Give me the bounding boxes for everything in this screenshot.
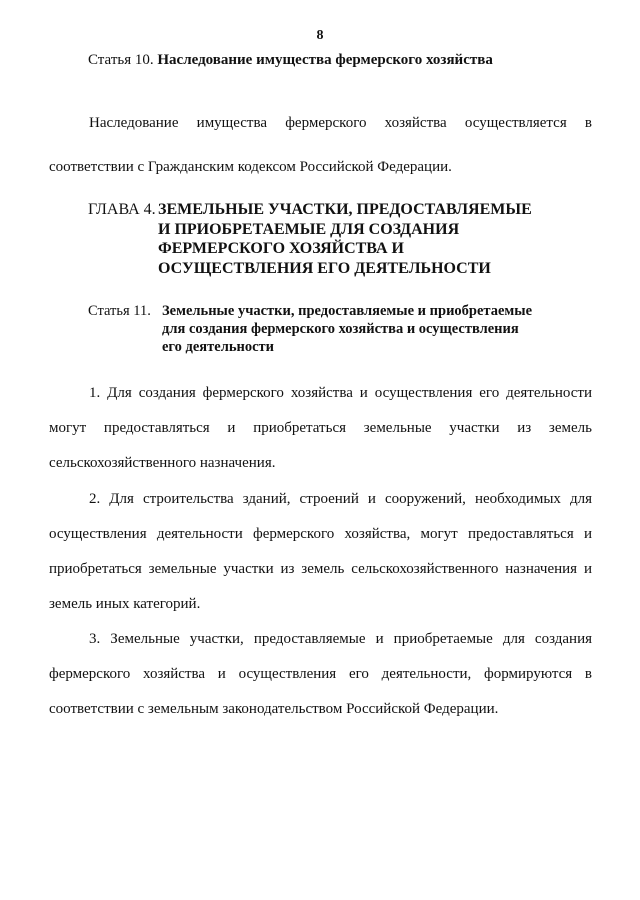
article-10-body [49, 101, 592, 189]
article-10-body-line-1: Наследование имущества фермерского хозяйства осуществляется в [89, 115, 592, 131]
paragraph-line: могут предоставляться и приобретаться земельные участки из земель [49, 420, 592, 436]
paragraph-line: 2. Для строительства зданий, строений и сооружений, необходимых для [89, 491, 592, 507]
article-10-title: Наследование имущества фермерского хозяйства [157, 52, 493, 68]
article-11-paragraph-3 [49, 622, 592, 727]
chapter-4-title-line-2: И ПРИОБРЕТАЕМЫЕ ДЛЯ СОЗДАНИЯ [158, 220, 460, 238]
page-number: 8 [316, 28, 324, 43]
chapter-4-title-line-3: ФЕРМЕРСКОГО ХОЗЯЙСТВА И [158, 240, 404, 257]
paragraph-line: фермерского хозяйства и осуществления его деятельности, формируются в [49, 666, 592, 682]
article-10-body-line-2: соответствии с Гражданским кодексом Российской Федерации. [49, 159, 452, 175]
article-11-heading [88, 302, 608, 356]
paragraph-line: приобретаться земельные участки из земель сельскохозяйственного назначения и [49, 561, 592, 577]
chapter-4-label: ГЛАВА 4. [88, 201, 156, 218]
article-11-title-line-1: Земельные участки, предоставляемые и приобретаемые [162, 303, 533, 319]
paragraph-line: соответствии с земельным законодательством Российской Федерации. [49, 701, 499, 717]
article-10-label: Статья 10. [88, 52, 154, 68]
paragraph-line: 3. Земельные участки, предоставляемые и приобретаемые для создания [89, 631, 592, 647]
article-11-paragraph-2 [49, 482, 592, 622]
paragraph-line: 1. Для создания фермерского хозяйства и осуществления его деятельности [89, 385, 592, 401]
chapter-4-title-line-1: ЗЕМЕЛЬНЫЕ УЧАСТКИ, ПРЕДОСТАВЛЯЕМЫЕ [158, 201, 532, 218]
article-11-title-line-2: для создания фермерского хозяйства и осуществления [162, 321, 519, 337]
chapter-4-heading [88, 200, 608, 278]
article-11-title-line-3: его деятельности [162, 339, 275, 355]
chapter-4-title-line-4: ОСУЩЕСТВЛЕНИЯ ЕГО ДЕЯТЕЛЬНОСТИ [158, 259, 491, 277]
article-11-label: Статья 11. [88, 303, 151, 319]
paragraph-line: сельскохозяйственного назначения. [49, 455, 276, 471]
paragraph-line: земель иных категорий. [49, 596, 201, 612]
paragraph-line: осуществления деятельности фермерского хозяйства, могут предоставляться и [49, 526, 592, 542]
article-10-heading [88, 51, 608, 69]
article-11-paragraph-1 [49, 376, 592, 481]
